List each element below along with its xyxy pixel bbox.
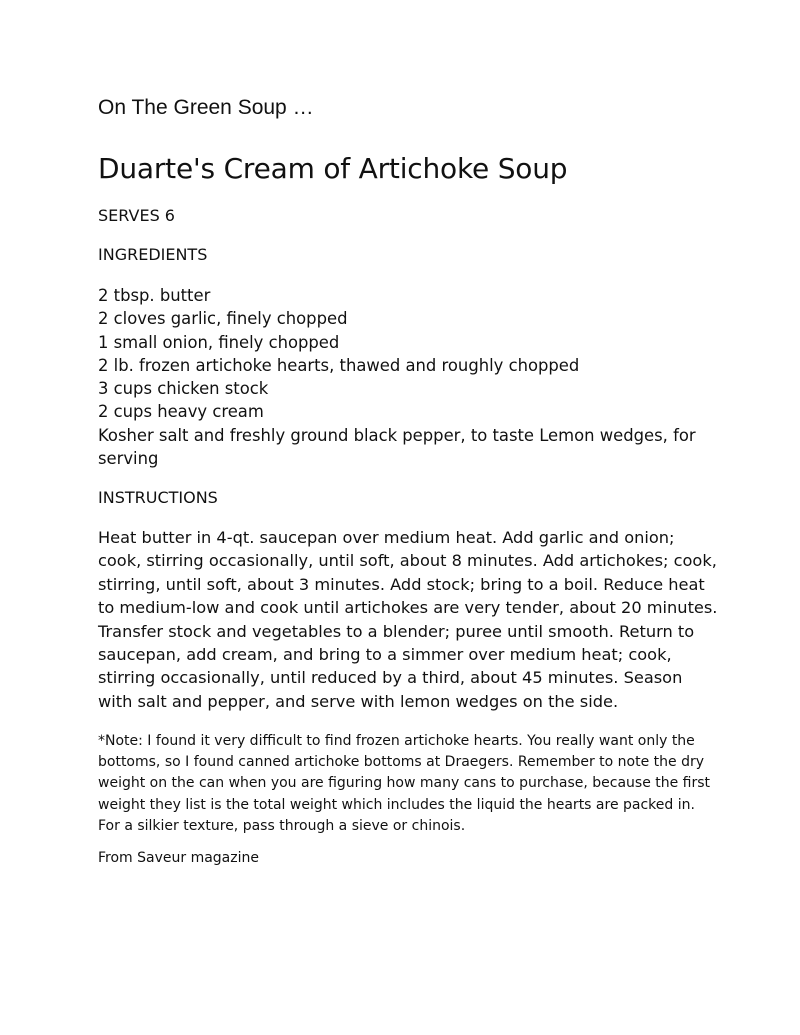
source-credit: From Saveur magazine (98, 850, 259, 866)
ingredient-item: 1 small onion, finely chopped (98, 332, 340, 352)
instructions-text: Heat butter in 4-qt. saucepan over medium heat. Add garlic and onion; cook, stirring occasionally, until soft, about 8 minutes. Add artichokes; cook, stirring, until soft, about 3 minutes. Add stock; bring to a boil. Reduce heat to medium-low and cook until artichokes are very tender, about 20 minutes. Transfer stock and vegetables to a blender; puree until smooth. Return to saucepan, add cream, and bring to a simmer over medium heat; cook, stirring occasionally, until reduced by a third, about 45 minutes. Season with salt and pepper, and serve with lemon wedges on the side. (98, 528, 718, 711)
ingredient-item: 2 cloves garlic, finely chopped (98, 309, 348, 329)
note-text: *Note: I found it very difficult to find frozen artichoke hearts. You really want only the bottoms, so I found canned artichoke bottoms at Draegers. Remember to note the dry weight on the can when you are figuring how many cans to purchase, because the first weight they list is the total weight which includes the liquid the hearts are packed in. For a silkier texture, pass through a sieve or chinois. (98, 733, 711, 834)
serves-label: SERVES 6 (98, 206, 175, 225)
ingredient-item: 3 cups chicken stock (98, 379, 269, 399)
ingredient-item: 2 tbsp. butter (98, 286, 211, 305)
recipe-title: Duarte's Cream of Artichoke Soup (98, 152, 568, 185)
ingredient-item: 2 lb. frozen artichoke hearts, thawed and roughly chopped (98, 355, 580, 375)
ingredients-heading: INGREDIENTS (98, 245, 208, 264)
ingredient-item: 2 cups heavy cream (98, 402, 264, 422)
instructions-heading: INSTRUCTIONS (98, 488, 218, 507)
section-heading: On The Green Soup … (98, 96, 314, 119)
ingredients-list (98, 284, 698, 470)
ingredient-item: Kosher salt and freshly ground black pepper, to taste Lemon wedges, for serving (98, 425, 696, 469)
